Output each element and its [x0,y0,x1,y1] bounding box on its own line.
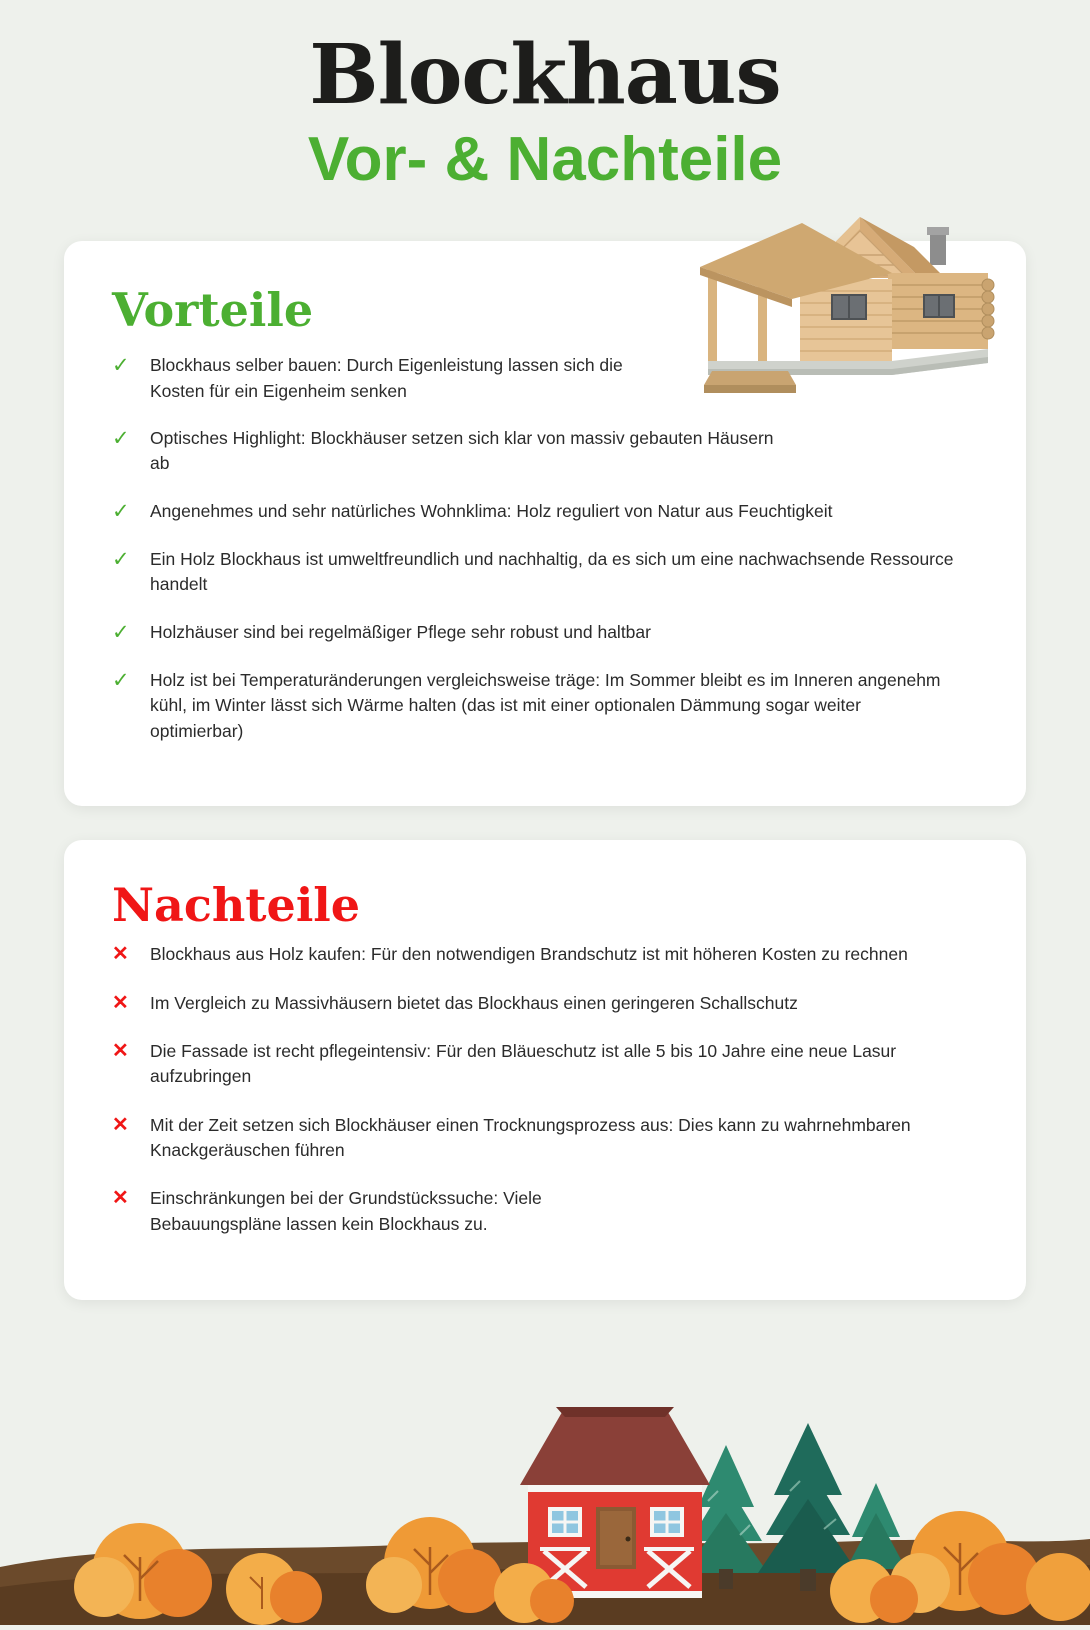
cross-icon: ✕ [112,1039,129,1062]
list-item [112,991,982,1016]
autumn-bush [494,1563,574,1623]
autumn-bush [226,1553,322,1625]
list-item [112,426,982,477]
list-item [112,1039,982,1090]
list-item-text: Ein Holz Blockhaus ist umweltfreundlich und nachhaltig, da es sich um eine nachwachsende Ressource handelt [150,549,954,595]
fir-tree [846,1483,906,1585]
list-item-text: Blockhaus selber bauen: Durch Eigenleistung lassen sich die Kosten für ein Eigenheim senken [150,355,623,401]
check-icon: ✓ [112,427,130,451]
autumn-bush [890,1511,1040,1615]
list-item [112,499,982,525]
cons-card [64,840,1026,1300]
cons-list [98,942,992,1237]
list-item [112,668,982,744]
red-house [520,1407,710,1598]
autumn-bush [1026,1553,1090,1621]
list-item-text: Einschränkungen bei der Grundstückssuche: Viele Bebauungspläne lassen kein Blockhaus zu. [150,1188,542,1234]
list-item-text: Die Fassade ist recht pflegeintensiv: Für den Bläueschutz ist alle 5 bis 10 Jahre eine neue Lasur aufzubringen [150,1040,897,1087]
autumn-bush [74,1523,212,1619]
cross-icon: ✕ [112,943,129,966]
list-item [112,547,982,598]
list-item-text: Angenehmes und sehr natürliches Wohnklima: Holz reguliert von Natur aus Feuchtigkeit [150,500,833,521]
log-cabin-icon [692,203,1022,418]
list-item [112,942,982,967]
list-item-text: Optisches Highlight: Blockhäuser setzen sich klar von massiv gebauten Häusern ab [150,428,774,474]
pros-card [64,241,1026,806]
cons-heading: Nachteile [112,878,361,933]
page-header [0,0,1090,195]
fir-tree [684,1445,768,1589]
list-item-text: Im Vergleich zu Massivhäusern bietet das Blockhaus einen geringeren Schallschutz [150,992,798,1013]
list-item [112,620,982,646]
list-item-text: Blockhaus aus Holz kaufen: Für den notwendigen Brandschutz ist mit höheren Kosten zu rechnen [150,944,908,965]
page-subtitle: Vor- & Nachteile [307,125,783,194]
list-item-text: Holzhäuser sind bei regelmäßiger Pflege sehr robust und haltbar [150,621,651,642]
cross-icon: ✕ [112,991,129,1014]
list-item [112,1113,982,1164]
check-icon: ✓ [112,499,130,523]
fir-tree [758,1423,858,1591]
check-icon: ✓ [112,669,130,693]
check-icon: ✓ [112,548,130,572]
list-item-text: Holz ist bei Temperaturänderungen vergleichsweise träge: Im Sommer bleibt es im Inneren angenehm kühl, im Winter lässt sich Wärme halten (das ist mit einer optionalen Dämmung sogar weiter optimierbar) [150,670,941,741]
fir-tree [580,1419,684,1587]
page-title: Blockhaus [309,27,781,123]
cross-icon: ✕ [112,1113,129,1136]
cross-icon: ✕ [112,1187,129,1210]
check-icon: ✓ [112,620,130,644]
pros-heading: Vorteile [112,283,314,338]
autumn-bush [366,1517,502,1613]
list-item [112,1186,982,1237]
list-item-text: Mit der Zeit setzen sich Blockhäuser einen Trocknungsprozess aus: Dies kann zu wahrnehmbaren Knackgeräuschen führen [150,1114,911,1161]
check-icon: ✓ [112,354,130,378]
autumn-bush [830,1559,918,1623]
